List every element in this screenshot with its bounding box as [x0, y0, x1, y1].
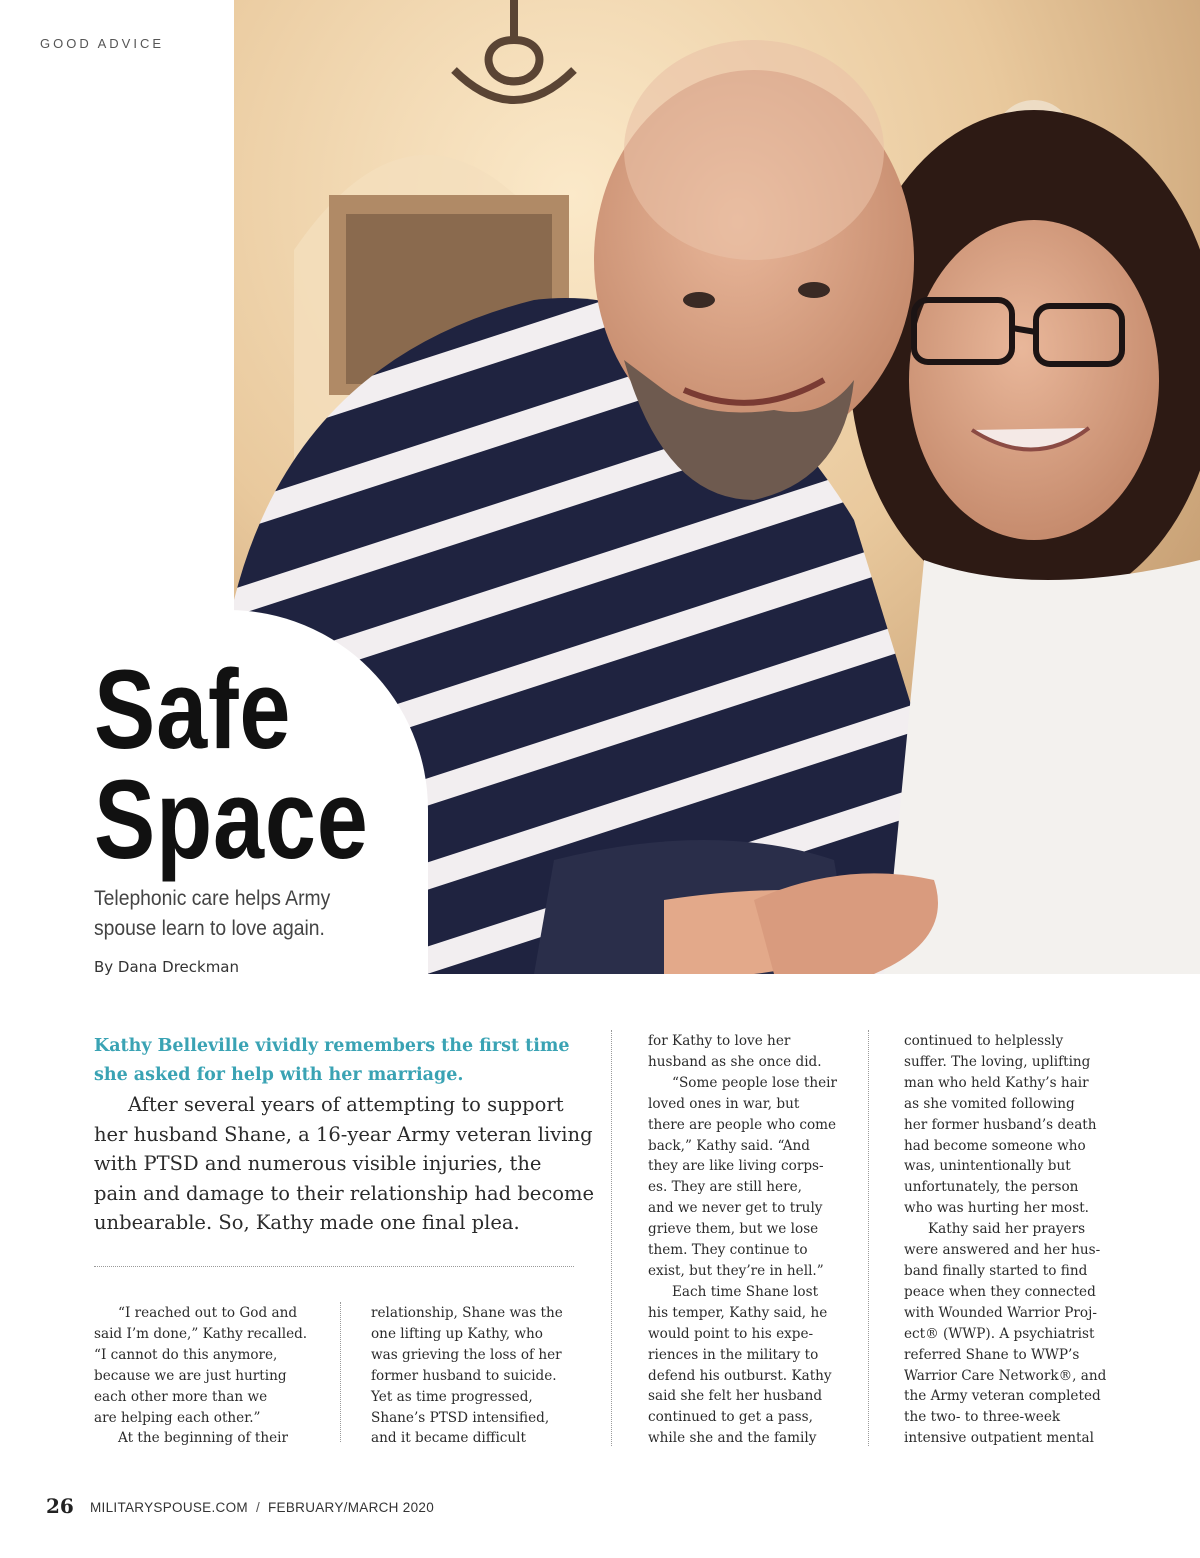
column-line: grieve them, but we lose [648, 1221, 819, 1238]
column-line: loved ones in war, but [648, 1095, 800, 1112]
column-line: said she felt her husband [648, 1388, 823, 1405]
column-line: peace when they connected [904, 1283, 1096, 1300]
column-line: “I cannot do this anymore, [94, 1346, 278, 1363]
column-line: relationship, Shane was the [371, 1305, 563, 1321]
headline [94, 647, 369, 882]
column-line: they are like living corps- [648, 1158, 824, 1175]
deck: Telephonic care helps Army spouse learn to love again. [94, 887, 331, 940]
body-column-1 [94, 1303, 307, 1449]
column-line: husband as she once did. [648, 1053, 822, 1070]
column-line: Shane’s PTSD intensified, [371, 1409, 550, 1426]
column-line: are helping each other.” [94, 1409, 261, 1426]
headline-line-2: Space [94, 757, 369, 882]
folio-separator: / [255, 1500, 260, 1515]
folio-issue: FEBRUARY/MARCH 2020 [268, 1500, 434, 1515]
column-line: continued to get a pass, [648, 1409, 813, 1426]
column-line: and we never get to truly [648, 1200, 823, 1217]
column-line: Yet as time progressed, [371, 1388, 533, 1405]
column-line: there are people who come [648, 1116, 837, 1133]
page-number: 26 [46, 1494, 74, 1518]
column-line: while she and the family [648, 1430, 817, 1447]
intro-line: pain and damage to their relationship had become [94, 1181, 595, 1205]
intro-line: with PTSD and numerous visible injuries, the [94, 1152, 542, 1175]
section-kicker: GOOD ADVICE [40, 36, 165, 51]
headline-line-1: Safe [94, 647, 292, 772]
column-line: had become someone who [904, 1137, 1086, 1154]
column-line: her former husband’s death [904, 1116, 1097, 1133]
column-line: man who held Kathy’s hair [904, 1074, 1089, 1091]
column-line: exist, but they’re in hell.” [648, 1262, 824, 1279]
column-line: them. They continue to [648, 1242, 808, 1259]
column-line: es. They are still here, [648, 1179, 802, 1196]
column-line: and it became difficult [371, 1430, 526, 1447]
column-line: At the beginning of their [118, 1430, 289, 1447]
column-divider [611, 1030, 612, 1446]
column-line: unfortunately, the person [904, 1179, 1079, 1196]
column-line: the Army veteran completed [904, 1388, 1101, 1405]
intro-line: unbearable. So, Kathy made one final plea. [94, 1211, 520, 1234]
column-line: one lifting up Kathy, who [371, 1325, 543, 1342]
column-line: intensive outpatient mental [904, 1430, 1094, 1447]
column-line: because we are just hurting [94, 1367, 287, 1384]
column-line: each other more than we [94, 1388, 268, 1405]
folio-site: MILITARYSPOUSE.COM [90, 1500, 248, 1515]
column-line: the two- to three-week [904, 1409, 1061, 1426]
column-line: suffer. The loving, uplifting [904, 1053, 1091, 1070]
folio [90, 1500, 434, 1515]
column-line: who was hurting her most. [904, 1200, 1089, 1217]
column-line: with Wounded Warrior Proj- [904, 1304, 1097, 1321]
column-line: riences in the military to [648, 1346, 819, 1363]
column-line: as she vomited following [904, 1095, 1075, 1112]
body-column-2 [371, 1303, 563, 1449]
column-line: ect® (WWP). A psychiatrist [904, 1325, 1095, 1342]
intro-line: her husband Shane, a 16-year Army veteran living [94, 1122, 593, 1146]
intro-paragraph [94, 1090, 595, 1238]
column-line: “I reached out to God and [118, 1305, 298, 1321]
column-line: was, unintentionally but [904, 1158, 1071, 1175]
column-line: for Kathy to love her [648, 1033, 791, 1049]
body-column-4 [904, 1031, 1106, 1449]
section-divider [94, 1266, 574, 1267]
column-divider [868, 1030, 869, 1446]
column-line: were answered and her hus- [904, 1242, 1101, 1259]
column-line: referred Shane to WWP’s [904, 1346, 1080, 1363]
column-line: Each time Shane lost [672, 1283, 819, 1300]
column-line: back,” Kathy said. “And [648, 1137, 810, 1154]
body-column-3 [648, 1031, 837, 1449]
column-line: Warrior Care Network®, and [904, 1367, 1107, 1384]
column-line: “Some people lose their [672, 1074, 838, 1091]
column-line: band finally started to find [904, 1262, 1088, 1279]
column-line: his temper, Kathy said, he [648, 1304, 828, 1321]
intro-line: After several years of attempting to support [128, 1093, 564, 1116]
column-line: former husband to suicide. [371, 1367, 557, 1384]
column-divider [340, 1302, 341, 1442]
column-line: said I’m done,” Kathy recalled. [94, 1325, 308, 1342]
lead-paragraph: Kathy Belleville vividly remembers the first time she asked for help with her marriage. [94, 1036, 570, 1085]
column-line: defend his outburst. Kathy [648, 1367, 832, 1384]
column-line: continued to helplessly [904, 1033, 1064, 1049]
column-line: would point to his expe- [648, 1325, 814, 1342]
byline: By Dana Dreckman [94, 958, 240, 976]
column-line: Kathy said her prayers [928, 1221, 1086, 1238]
column-line: was grieving the loss of her [371, 1346, 562, 1363]
